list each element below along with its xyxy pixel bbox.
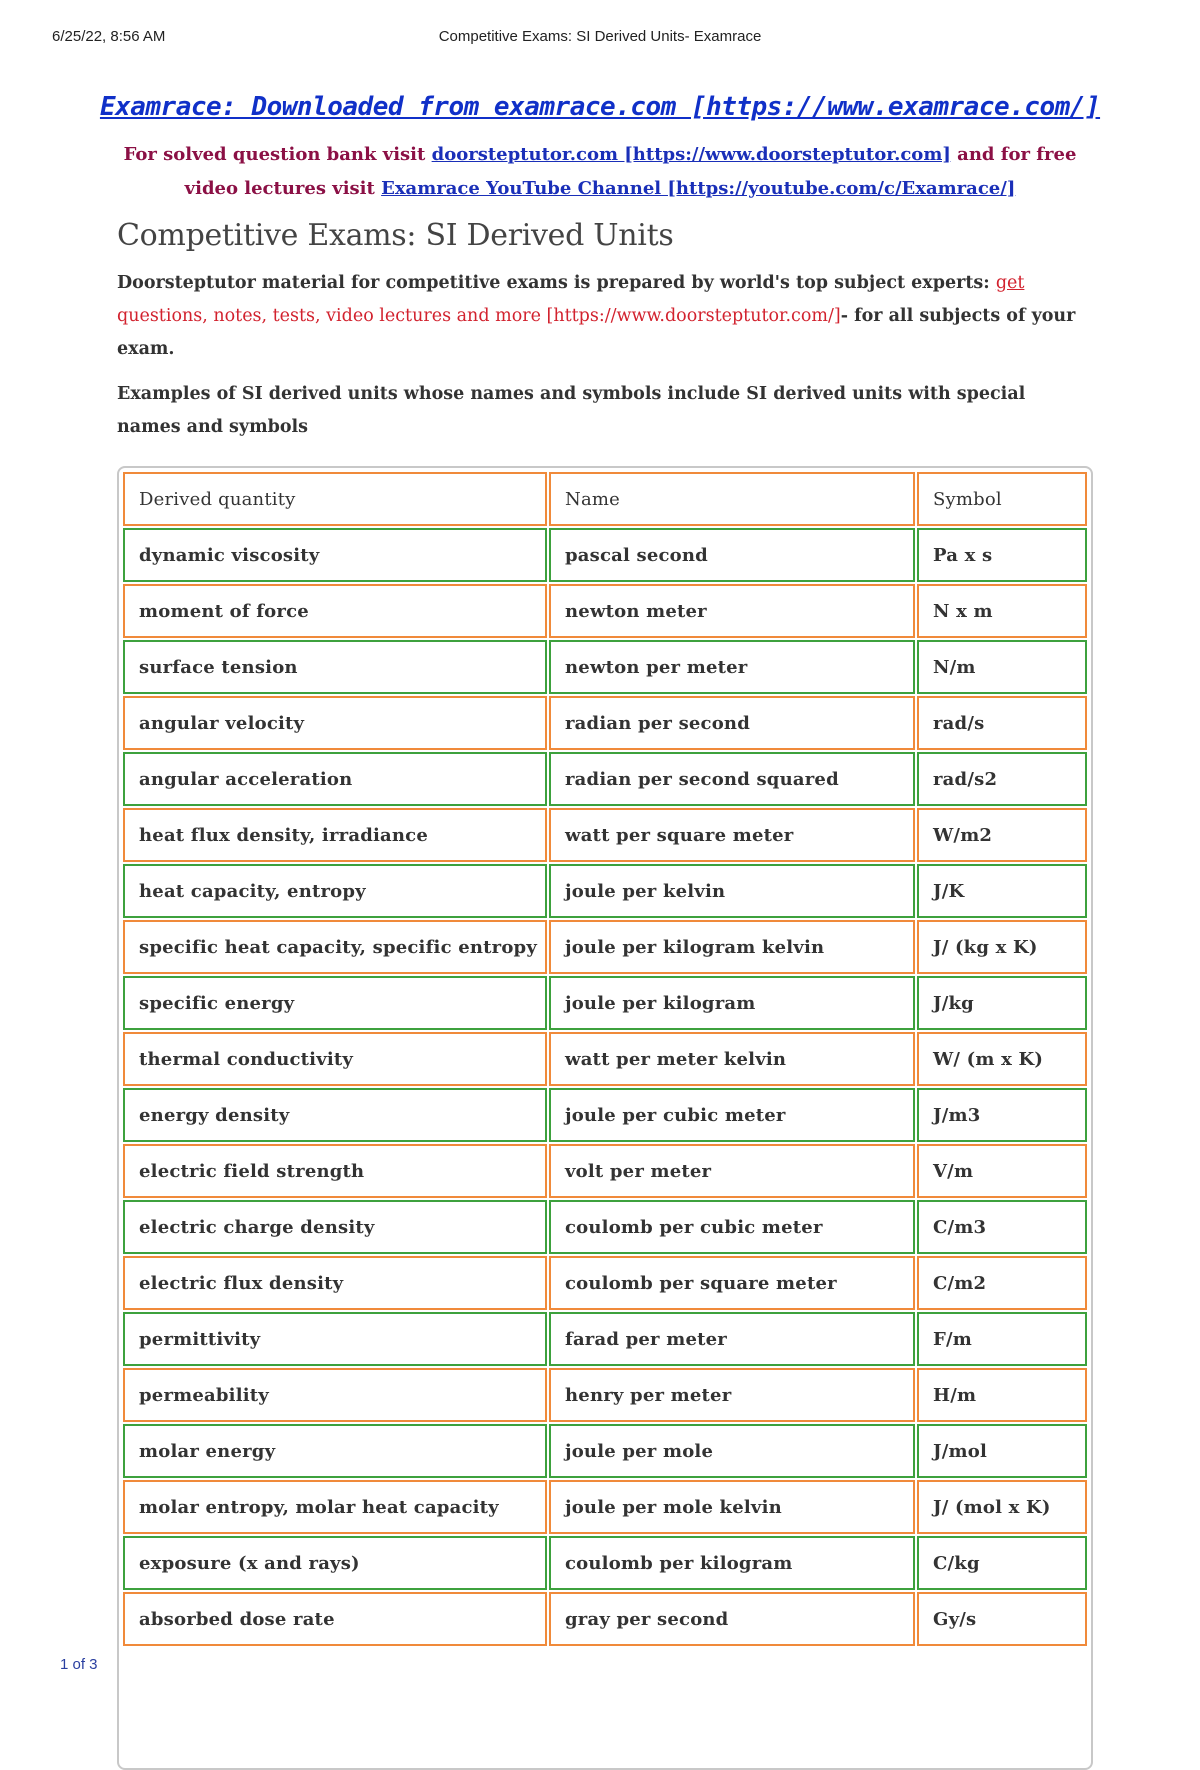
header-name: Name — [549, 472, 915, 526]
cell-symbol: C/kg — [917, 1536, 1087, 1590]
cell-name: pascal second — [549, 528, 915, 582]
table-row — [123, 864, 1087, 918]
table-row — [123, 1312, 1087, 1366]
cell-name: radian per second — [549, 696, 915, 750]
table-row — [123, 584, 1087, 638]
cell-name: joule per kelvin — [549, 864, 915, 918]
cell-symbol: Gy/s — [917, 1592, 1087, 1646]
table-row — [123, 752, 1087, 806]
table-row — [123, 1200, 1087, 1254]
cell-derived-quantity: electric flux density — [123, 1256, 547, 1310]
print-title: Competitive Exams: SI Derived Units- Examrace — [438, 28, 762, 45]
cell-derived-quantity: heat flux density, irradiance — [123, 808, 547, 862]
page-title: Competitive Exams: SI Derived Units — [117, 218, 674, 253]
cell-name: watt per meter kelvin — [549, 1032, 915, 1086]
cell-name: joule per mole — [549, 1424, 915, 1478]
promo-middle: and for free video lectures visit — [184, 144, 1077, 199]
cell-symbol: Pa x s — [917, 528, 1087, 582]
cell-name: joule per cubic meter — [549, 1088, 915, 1142]
cell-symbol: W/ (m x K) — [917, 1032, 1087, 1086]
cell-name: gray per second — [549, 1592, 915, 1646]
cell-symbol: V/m — [917, 1144, 1087, 1198]
cell-symbol: rad/s2 — [917, 752, 1087, 806]
table-row — [123, 696, 1087, 750]
cell-symbol: N x m — [917, 584, 1087, 638]
cell-symbol: J/kg — [917, 976, 1087, 1030]
cell-name: newton meter — [549, 584, 915, 638]
cell-name: henry per meter — [549, 1368, 915, 1422]
doorsteptutor-link[interactable]: doorsteptutor.com [https://www.doorsteptutor.com] — [431, 144, 951, 165]
cell-symbol: W/m2 — [917, 808, 1087, 862]
cell-derived-quantity: permeability — [123, 1368, 547, 1422]
cell-symbol: J/ (kg x K) — [917, 920, 1087, 974]
examples-paragraph: Examples of SI derived units whose names and symbols include SI derived units with special names and symbols — [117, 384, 1026, 437]
get-link-rest[interactable]: questions, notes, tests, video lectures and more [https://www.doorsteptutor.com/] — [117, 306, 841, 326]
youtube-channel-link[interactable]: Examrace YouTube Channel [https://youtube.com/c/Examrace/] — [381, 178, 1016, 199]
table-row — [123, 1480, 1087, 1534]
promo-prefix: For solved question bank visit — [123, 144, 432, 165]
cell-name: radian per second squared — [549, 752, 915, 806]
cell-derived-quantity: molar entropy, molar heat capacity — [123, 1480, 547, 1534]
print-date: 6/25/22, 8:56 AM — [52, 28, 166, 45]
cell-derived-quantity: electric charge density — [123, 1200, 547, 1254]
cell-name: coulomb per square meter — [549, 1256, 915, 1310]
cell-name: joule per kilogram — [549, 976, 915, 1030]
table-row — [123, 1088, 1087, 1142]
cell-derived-quantity: energy density — [123, 1088, 547, 1142]
cell-symbol: N/m — [917, 640, 1087, 694]
table-row — [123, 808, 1087, 862]
cell-name: newton per meter — [549, 640, 915, 694]
table-row — [123, 920, 1087, 974]
cell-symbol: F/m — [917, 1312, 1087, 1366]
cell-name: joule per mole kelvin — [549, 1480, 915, 1534]
cell-derived-quantity: molar energy — [123, 1424, 547, 1478]
get-link-underlined[interactable]: get — [995, 273, 1025, 293]
table-row — [123, 1144, 1087, 1198]
cell-name: watt per square meter — [549, 808, 915, 862]
table-row — [123, 528, 1087, 582]
cell-name: farad per meter — [549, 1312, 915, 1366]
examrace-banner-link[interactable]: Examrace: Downloaded from examrace.com [https://www.examrace.com/] — [99, 92, 1101, 122]
cell-derived-quantity: exposure (x and rays) — [123, 1536, 547, 1590]
intro-text: Doorsteptutor material for competitive exams is prepared by world's top subject experts: — [117, 273, 996, 293]
cell-symbol: C/m3 — [917, 1200, 1087, 1254]
cell-derived-quantity: dynamic viscosity — [123, 528, 547, 582]
cell-name: coulomb per cubic meter — [549, 1200, 915, 1254]
promo-text — [110, 138, 1090, 206]
cell-derived-quantity: electric field strength — [123, 1144, 547, 1198]
table-row — [123, 1032, 1087, 1086]
cell-derived-quantity: angular velocity — [123, 696, 547, 750]
cell-name: coulomb per kilogram — [549, 1536, 915, 1590]
intro-suffix: - for all subjects of your exam. — [117, 306, 1076, 359]
table-row — [123, 1368, 1087, 1422]
table-row — [123, 1592, 1087, 1646]
cell-symbol: J/ (mol x K) — [917, 1480, 1087, 1534]
page-indicator: 1 of 3 — [60, 1656, 98, 1673]
cell-derived-quantity: permittivity — [123, 1312, 547, 1366]
cell-derived-quantity: heat capacity, entropy — [123, 864, 547, 918]
cell-derived-quantity: moment of force — [123, 584, 547, 638]
table-header-row — [123, 472, 1087, 526]
article-content — [117, 218, 1087, 444]
header-derived-quantity: Derived quantity — [123, 472, 547, 526]
header-symbol: Symbol — [917, 472, 1087, 526]
cell-symbol: rad/s — [917, 696, 1087, 750]
table-row — [123, 1424, 1087, 1478]
cell-name: volt per meter — [549, 1144, 915, 1198]
table-body — [119, 468, 1091, 1646]
cell-derived-quantity: thermal conductivity — [123, 1032, 547, 1086]
print-header — [52, 28, 1148, 48]
intro-paragraph — [117, 267, 1087, 366]
table-row — [123, 1536, 1087, 1590]
table-row — [123, 640, 1087, 694]
cell-derived-quantity: absorbed dose rate — [123, 1592, 547, 1646]
table-row — [123, 1256, 1087, 1310]
cell-symbol: J/K — [917, 864, 1087, 918]
cell-symbol: C/m2 — [917, 1256, 1087, 1310]
cell-symbol: H/m — [917, 1368, 1087, 1422]
cell-derived-quantity: angular acceleration — [123, 752, 547, 806]
cell-symbol: J/mol — [917, 1424, 1087, 1478]
table-row — [123, 976, 1087, 1030]
si-units-table — [117, 466, 1093, 1770]
cell-derived-quantity: specific heat capacity, specific entropy — [123, 920, 547, 974]
cell-derived-quantity: surface tension — [123, 640, 547, 694]
cell-name: joule per kilogram kelvin — [549, 920, 915, 974]
cell-symbol: J/m3 — [917, 1088, 1087, 1142]
cell-derived-quantity: specific energy — [123, 976, 547, 1030]
